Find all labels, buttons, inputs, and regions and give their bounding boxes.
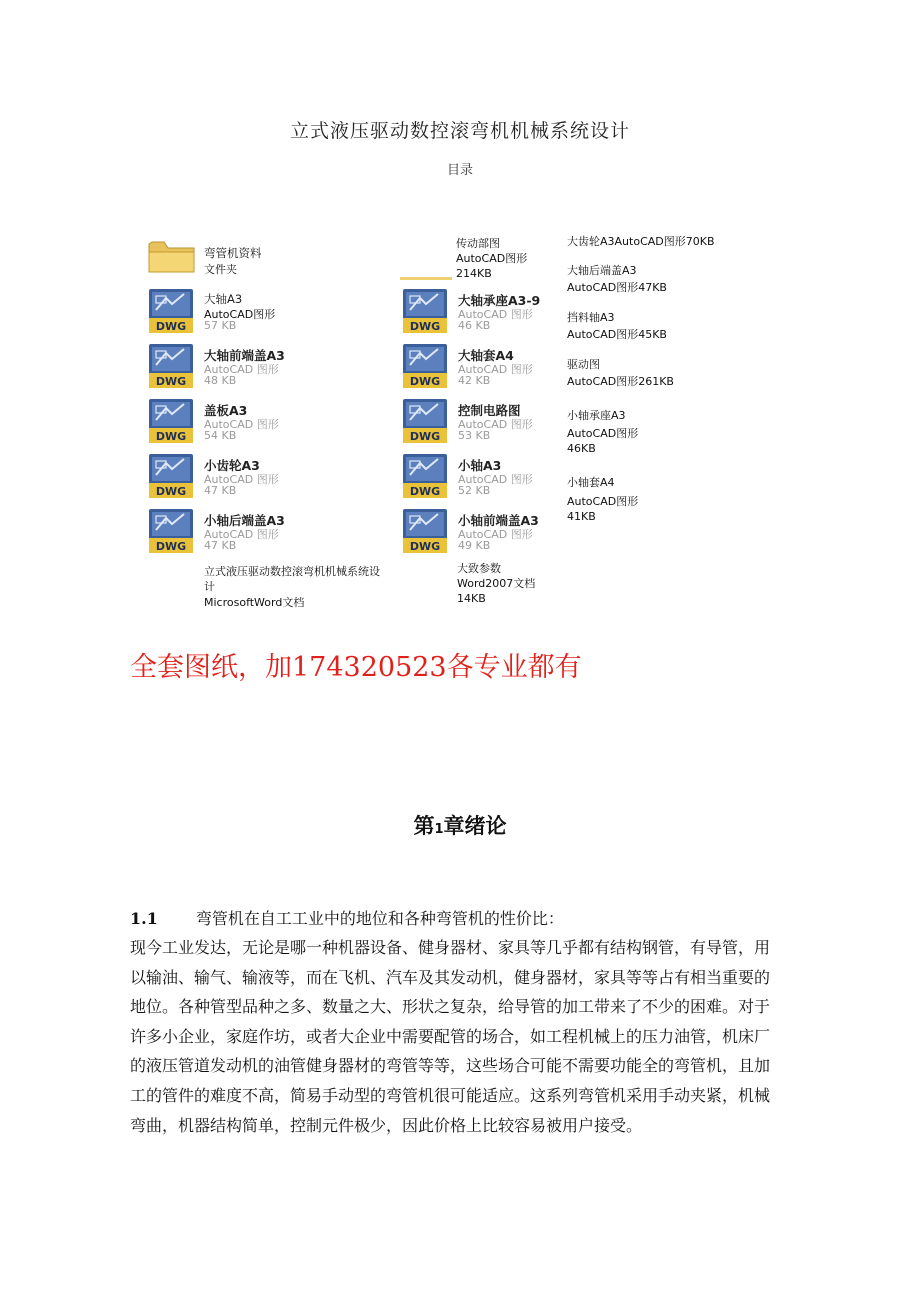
section-heading [130,906,564,929]
file-item-right-3[interactable] [567,357,674,389]
file-name: 大致参数 [457,562,501,575]
file-type: Word2007文档 [457,577,536,590]
file-name: 盖板A3 [204,403,248,418]
body-paragraph [130,933,808,1140]
file-name: 驱动图 [567,358,600,371]
dwg-file-item[interactable] [148,398,398,448]
dwg-file-item[interactable] [148,453,398,503]
file-size: 57 KB [204,319,237,332]
paragraph-line: 弯曲，机器结构简单，控制元件极少，因此价格上比较容易被用户接受。 [130,1115,643,1135]
file-item-params[interactable] [457,561,535,606]
file-size: 41KB [567,510,596,523]
chapter-heading [0,810,920,840]
dwg-icon [148,508,194,554]
file-name: 小轴A3 [458,458,502,473]
dwg-icon [148,453,194,499]
section-number: 1.1 [130,909,158,928]
file-type: AutoCAD图形 [567,427,639,440]
file-type: AutoCAD 图形 [204,528,279,541]
file-size: 54 KB [204,429,237,442]
dwg-icon [402,398,448,444]
folder-type: 文件夹 [204,263,237,276]
file-name: 小轴前端盖A3 [458,513,539,528]
file-item-drive-part[interactable] [456,236,527,281]
dwg-icon [402,508,448,554]
file-size: 46KB [567,442,596,455]
file-name: 大轴套A4 [458,348,514,363]
paragraph-line: 现今工业发达，无论是哪一种机器设备、健身器材、家具等几乎都有结构钢管，有导管，用 [130,938,771,957]
svg-text:DWG: DWG [155,320,187,333]
dwg-file-item[interactable] [148,288,398,338]
file-item-right-5[interactable] [567,475,638,524]
svg-text:DWG: DWG [409,375,441,388]
file-name: 控制电路图 [458,403,521,418]
file-name: 小轴后端盖A3 [204,513,285,528]
file-name: 大齿轮A3AutoCAD图形70KB [567,235,715,248]
file-name: 大轴前端盖A3 [204,348,285,363]
file-size: 46 KB [458,319,491,332]
toc-heading: 目录 [446,163,473,178]
file-item-right-1[interactable] [567,263,667,295]
svg-text:DWG: DWG [409,430,441,443]
file-type: AutoCAD图形 [204,308,276,321]
svg-text:DWG: DWG [409,320,441,333]
dwg-icon [402,343,448,389]
svg-text:DWG: DWG [409,540,441,553]
file-name: 大轴A3 [204,292,243,306]
chapter-prefix: 第 [413,814,435,838]
file-name: 小齿轮A3 [204,458,260,473]
file-size: 52 KB [458,484,491,497]
file-item-right-0[interactable] [567,234,715,249]
file-type: AutoCAD图形45KB [567,328,667,341]
dwg-file-item[interactable] [148,343,398,393]
file-type: AutoCAD 图形 [458,528,533,541]
svg-text:DWG: DWG [155,430,187,443]
folder-icon [146,236,198,276]
file-name: 小轴承座A3 [567,409,626,422]
paragraph-line: 以输油、输气、输液等，而在飞机、汽车及其发动机，健身器材，家具等等占有相当重要的 [130,967,771,987]
file-type: AutoCAD 图形 [458,418,533,431]
file-name: 大轴后端盖A3 [567,264,637,277]
paragraph-line: 许多小企业，家庭作坊，或者大企业中需要配管的场合，如工程机械上的压力油管，机床厂 [130,1026,771,1046]
file-name: 立式液压驱动数控滚弯机机械系统设 [204,565,380,578]
svg-text:DWG: DWG [155,540,187,553]
svg-text:DWG: DWG [155,375,187,388]
file-size: 48 KB [204,374,237,387]
file-type: AutoCAD图形 [567,495,639,508]
file-name-cont: 计 [204,580,215,593]
svg-text:DWG: DWG [409,485,441,498]
promo-text: 全套图纸，加174320523各专业都有 [130,652,582,683]
file-name: 小轴套A4 [567,476,615,489]
section-title: 弯管机在自工工业中的地位和各种弯管机的性价比： [195,909,564,928]
file-size: 49 KB [458,539,491,552]
file-size: 47 KB [204,484,237,497]
file-size: 53 KB [458,429,491,442]
file-name: 挡料轴A3 [567,311,615,324]
file-name: 传动部图 [456,237,500,250]
file-item-right-4[interactable] [567,408,638,456]
file-item-word-doc[interactable] [204,564,380,610]
dwg-icon [148,343,194,389]
svg-text:DWG: DWG [155,485,187,498]
file-type: AutoCAD 图形 [458,308,533,321]
file-size: 14KB [457,592,486,605]
paragraph-line: 工的管件的难度不高，简易手动型的弯管机很可能适应。这系列弯管机采用手动夹紧，机械 [130,1085,771,1105]
file-type: AutoCAD 图形 [204,418,279,431]
paragraph-line: 地位。各种管型品种之多、数量之大、形状之复杂，给导管的加工带来了不少的困难。对于 [130,997,771,1017]
file-type: AutoCAD 图形 [204,473,279,486]
chapter-title: 章绪论 [443,814,507,838]
file-size: 214KB [456,267,492,280]
folder-item[interactable] [146,236,306,276]
file-size: 42 KB [458,374,491,387]
selection-strip [400,277,452,280]
document-title: 立式液压驱动数控滚弯机机械系统设计 [289,120,630,142]
file-item-right-2[interactable] [567,310,667,342]
dwg-icon [148,398,194,444]
chapter-number: 1 [434,822,444,837]
file-type: AutoCAD图形 [456,252,528,265]
file-type: AutoCAD 图形 [204,363,279,376]
dwg-icon [148,288,194,334]
dwg-icon [402,453,448,499]
file-type: AutoCAD图形261KB [567,375,674,388]
file-name: 大轴承座A3-9 [458,293,541,308]
file-type: AutoCAD图形47KB [567,281,667,294]
dwg-icon [402,288,448,334]
paragraph-line: 的液压管道发动机的油管健身器材的弯管等等，这些场合可能不需要功能全的弯管机，且加 [130,1056,771,1076]
file-type: MicrosoftWord文档 [204,596,305,609]
file-type: AutoCAD 图形 [458,473,533,486]
file-size: 47 KB [204,539,237,552]
dwg-file-item[interactable] [148,508,398,558]
file-type: AutoCAD 图形 [458,363,533,376]
folder-name: 弯管机资料 [204,246,262,260]
